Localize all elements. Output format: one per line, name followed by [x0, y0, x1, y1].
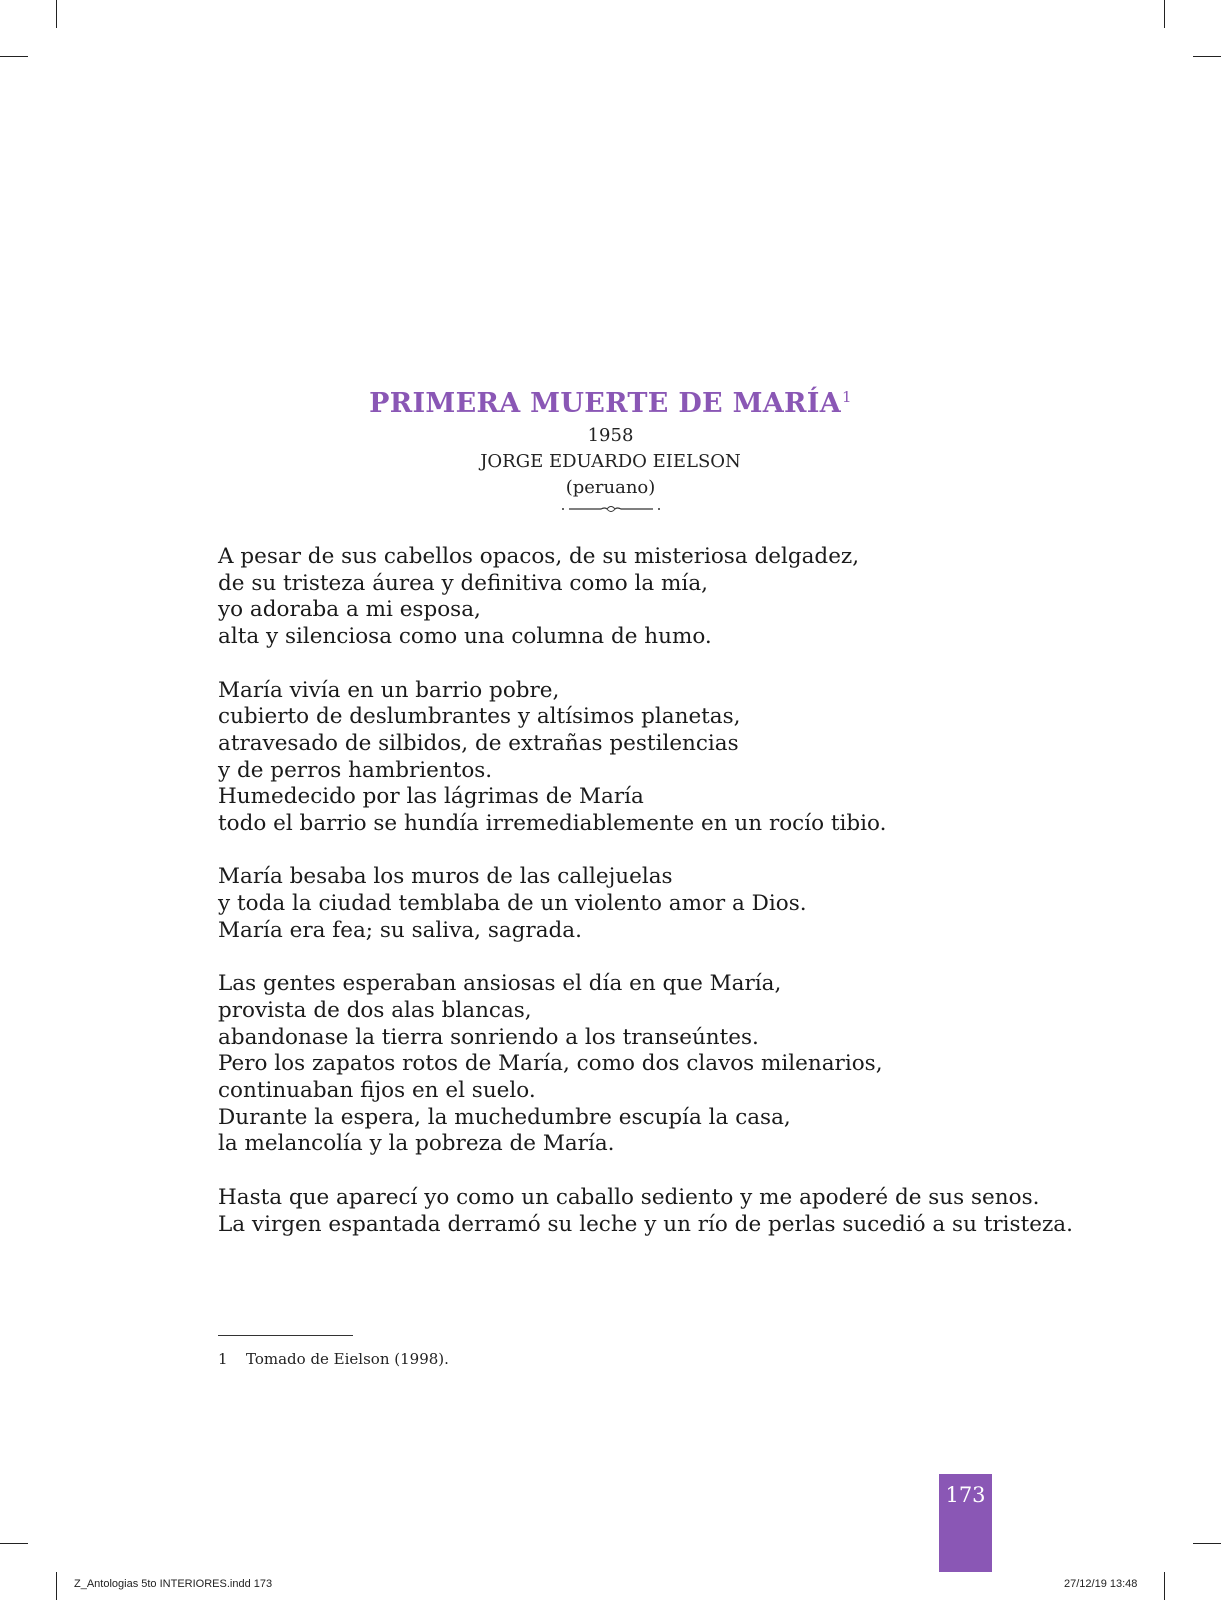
author-nationality: (peruano) — [565, 477, 656, 498]
poem-line: la melancolía y la pobreza de María. — [218, 1131, 615, 1157]
poem-line: continuaban fijos en el suelo. — [218, 1078, 536, 1104]
poem-line: Humedecido por las lágrimas de María — [218, 784, 644, 810]
stanza — [218, 971, 1098, 1158]
poem-line: Las gentes esperaban ansiosas el día en que María, — [218, 971, 782, 997]
footnote-ref[interactable]: 1 — [841, 388, 852, 406]
poem-line: A pesar de sus cabellos opacos, de su misteriosa delgadez, — [218, 544, 860, 569]
footnote-rule — [218, 1335, 353, 1336]
poem-line: Durante la espera, la muchedumbre escupía la casa, — [218, 1104, 791, 1130]
crop-mark — [1164, 0, 1165, 28]
slug-date: 27/12/19 13:48 — [1064, 1578, 1138, 1590]
poem-body — [218, 544, 1098, 1265]
stanza — [218, 1185, 1098, 1238]
poem-line: provista de dos alas blancas, — [218, 997, 532, 1023]
page-number: 173 — [945, 1483, 986, 1507]
poem-line: y toda la ciudad temblaba de un violento amor a Dios. — [218, 891, 807, 917]
footnote — [218, 1350, 449, 1368]
stanza — [218, 544, 1098, 651]
poem-line: alta y silenciosa como una columna de humo. — [218, 624, 712, 650]
crop-mark — [56, 1572, 57, 1600]
crop-mark — [1164, 1572, 1165, 1600]
poem-line: todo el barrio se hundía irremediablemente en un rocío tibio. — [218, 811, 887, 837]
crop-mark — [56, 0, 57, 28]
poem-author: JORGE EDUARDO EIELSON — [480, 451, 741, 472]
poem-line: atravesado de silbidos, de extrañas pestilencias — [218, 730, 739, 756]
poem-line: de su tristeza áurea y definitiva como la mía, — [218, 570, 708, 596]
ornament-divider-icon — [561, 503, 661, 515]
slug-filename: Z_Antologias 5to INTERIORES.indd 173 — [74, 1578, 273, 1590]
footnote-number: 1 — [218, 1350, 228, 1368]
title-block — [0, 378, 1221, 515]
poem-line: Hasta que aparecí yo como un caballo sediento y me apoderé de sus senos. — [218, 1184, 1040, 1210]
crop-mark — [0, 56, 28, 57]
poem-line: yo adoraba a mi esposa, — [218, 597, 481, 623]
crop-mark — [0, 1543, 28, 1544]
poem-title: PRIMERA MUERTE DE MARÍA$^1$ — [369, 388, 852, 419]
stanza — [218, 678, 1098, 838]
poem-year: 1958 — [587, 425, 634, 446]
poem-line: cubierto de deslumbrantes y altísimos planetas, — [218, 704, 741, 730]
poem-line: Pero los zapatos rotos de María, como dos clavos milenarios, — [218, 1051, 883, 1077]
footnote-text: Tomado de Eielson (1998). — [246, 1350, 449, 1368]
poem-line: y de perros hambrientos. — [218, 757, 493, 783]
stanza — [218, 864, 1098, 944]
crop-mark — [1193, 1543, 1221, 1544]
crop-mark — [1193, 56, 1221, 57]
poem-line: María era fea; su saliva, sagrada. — [218, 917, 582, 943]
poem-line: María vivía en un barrio pobre, — [218, 677, 560, 703]
poem-line: La virgen espantada derramó su leche y un río de perlas sucedió a su tristeza. — [218, 1211, 1073, 1237]
poem-line: abandonase la tierra sonriendo a los transeúntes. — [218, 1024, 759, 1050]
poem-line: María besaba los muros de las callejuelas — [218, 864, 673, 890]
